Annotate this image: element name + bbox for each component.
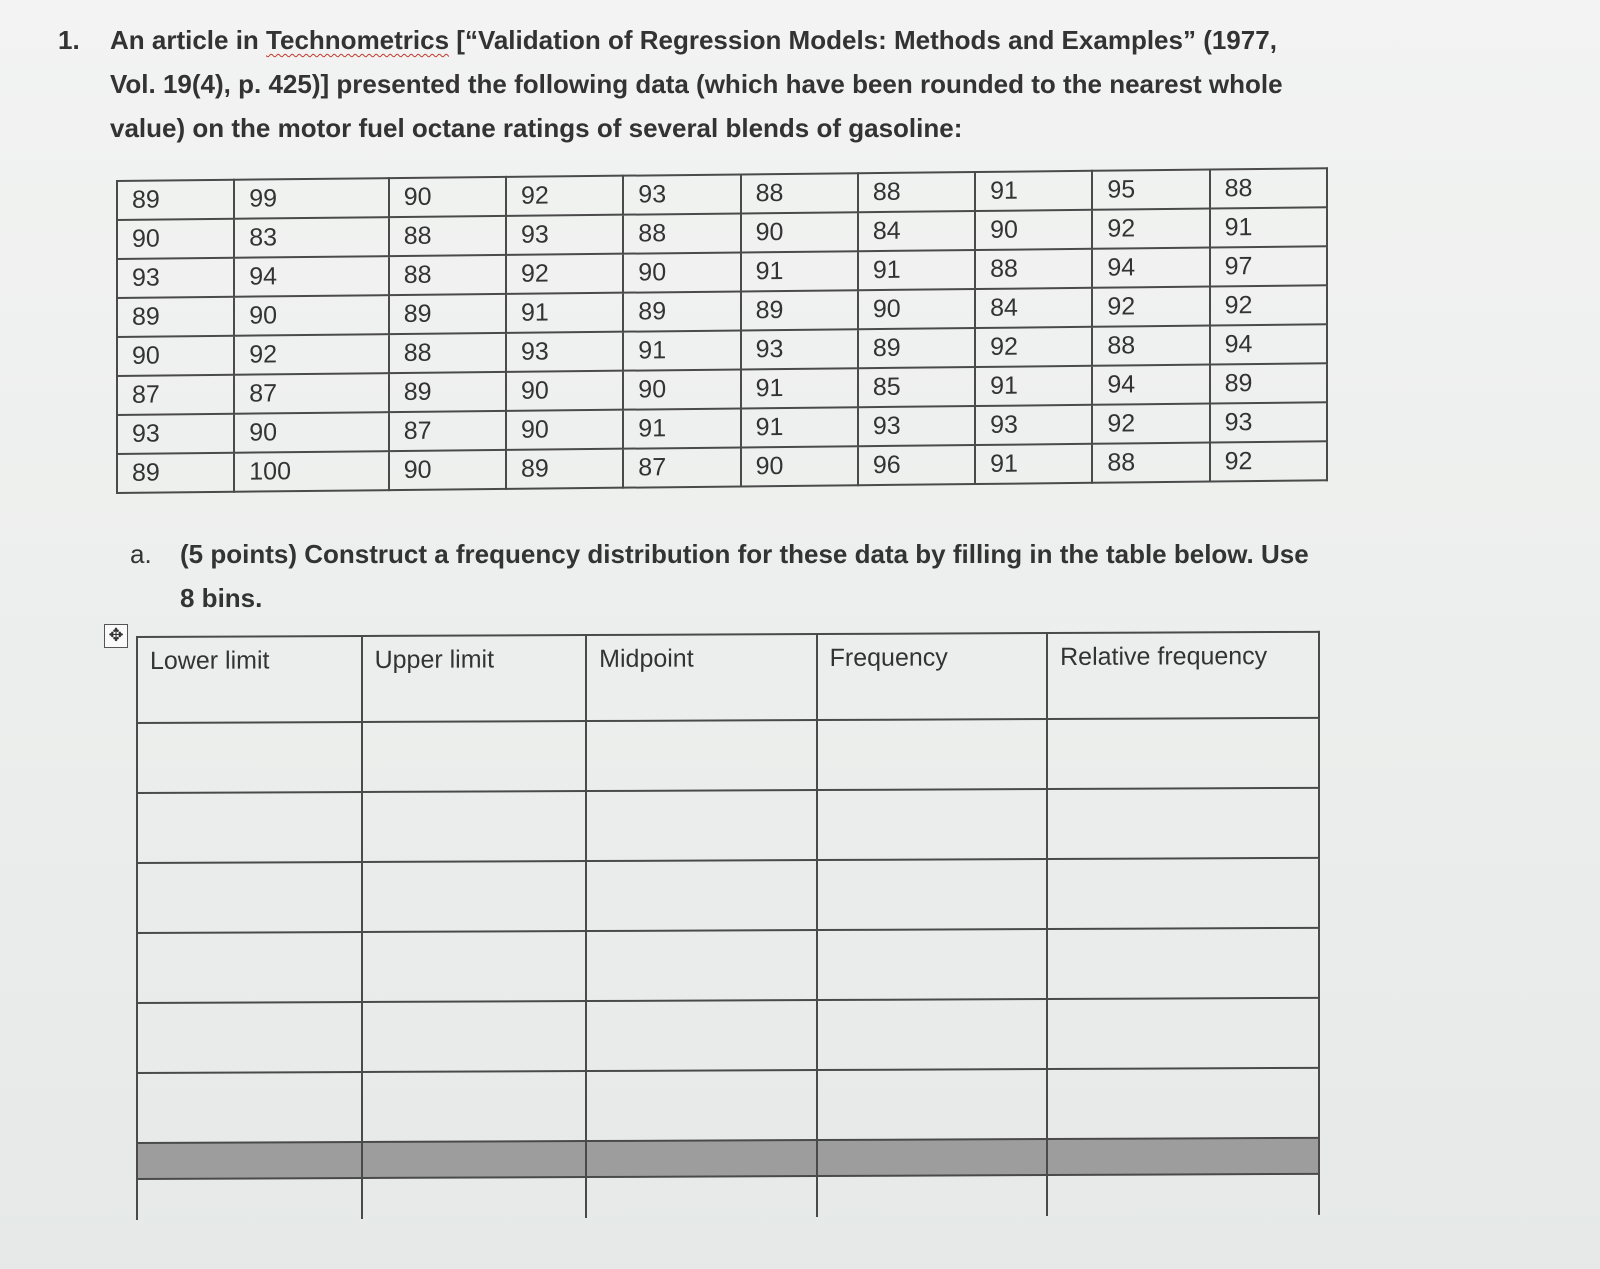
data-cell: 92	[1092, 287, 1209, 327]
data-cell: 84	[975, 288, 1092, 328]
frequency-shaded-cell[interactable]	[137, 1142, 362, 1179]
frequency-input-cell[interactable]	[1047, 998, 1319, 1069]
frequency-table	[136, 631, 1320, 1220]
header-upper-limit: Upper limit	[362, 635, 587, 722]
frequency-shaded-cell[interactable]	[362, 1141, 587, 1178]
frequency-table-header-row	[137, 632, 1319, 723]
header-frequency: Frequency	[817, 633, 1047, 720]
move-icon[interactable]: ✥	[104, 624, 128, 648]
frequency-bin-row	[137, 998, 1319, 1073]
data-cell: 90	[389, 177, 506, 217]
data-cell: 93	[623, 174, 740, 214]
data-cell: 89	[623, 291, 740, 331]
data-cell: 88	[858, 172, 975, 212]
data-cell: 89	[741, 290, 858, 330]
data-cell: 88	[389, 333, 506, 373]
frequency-input-cell[interactable]	[362, 1177, 587, 1219]
data-cell: 91	[975, 366, 1092, 406]
frequency-input-cell[interactable]	[362, 721, 587, 792]
data-cell: 90	[506, 371, 623, 411]
frequency-bin-row	[137, 1068, 1319, 1143]
data-cell: 93	[858, 406, 975, 446]
data-cell: 93	[506, 215, 623, 255]
data-cell: 91	[506, 293, 623, 333]
data-cell: 94	[1092, 248, 1209, 288]
frequency-shaded-cell[interactable]	[586, 1140, 816, 1177]
frequency-input-cell[interactable]	[586, 1070, 816, 1141]
frequency-input-cell[interactable]	[137, 1072, 362, 1143]
frequency-shaded-row	[137, 1138, 1319, 1179]
data-cell: 93	[506, 332, 623, 372]
data-cell: 88	[389, 255, 506, 295]
question-number: 1.	[58, 25, 80, 55]
data-cell: 90	[623, 252, 740, 292]
data-cell: 83	[234, 217, 389, 258]
data-cell: 89	[858, 328, 975, 368]
frequency-input-cell[interactable]	[586, 930, 816, 1001]
question-text	[110, 18, 1318, 150]
frequency-input-cell[interactable]	[1047, 788, 1319, 859]
data-cell: 92	[1210, 441, 1327, 481]
data-cell: 94	[1092, 365, 1209, 405]
data-cell: 90	[117, 336, 234, 376]
data-cell: 92	[1092, 209, 1209, 249]
frequency-input-cell[interactable]	[586, 860, 816, 931]
data-cell: 85	[858, 367, 975, 407]
data-cell: 89	[389, 372, 506, 412]
journal-name: Technometrics	[266, 25, 450, 55]
frequency-input-cell[interactable]	[817, 1175, 1047, 1217]
data-cell: 90	[234, 295, 389, 336]
data-cell: 91	[623, 330, 740, 370]
data-cell: 89	[117, 297, 234, 337]
data-cell: 88	[1092, 326, 1209, 366]
header-relative-frequency: Relative frequency	[1047, 632, 1319, 719]
data-cell: 90	[117, 219, 234, 259]
data-cell: 89	[1210, 363, 1327, 403]
frequency-input-cell[interactable]	[586, 790, 816, 861]
frequency-input-cell[interactable]	[817, 859, 1047, 930]
data-cell: 90	[623, 369, 740, 409]
header-lower-limit: Lower limit	[137, 636, 362, 723]
data-cell: 96	[858, 445, 975, 485]
data-cell: 92	[1210, 285, 1327, 325]
header-midpoint: Midpoint	[586, 634, 816, 721]
frequency-input-cell[interactable]	[1047, 1068, 1319, 1139]
data-cell: 91	[1210, 207, 1327, 247]
data-cell: 91	[858, 250, 975, 290]
data-cell: 90	[389, 450, 506, 490]
frequency-input-cell[interactable]	[362, 1001, 587, 1072]
frequency-input-cell[interactable]	[137, 792, 362, 863]
data-cell: 84	[858, 211, 975, 251]
data-cell: 88	[1092, 443, 1209, 483]
question-text-after: [“Validation of Regression Models: Methods and Examples” (1977, Vol. 19(4), p. 425)] presented the following data (which have been rounded to the nearest whole value) on the motor fuel octane ratings of several blends of gasoline:	[110, 25, 1283, 143]
frequency-shaded-cell[interactable]	[817, 1139, 1047, 1176]
frequency-bin-row	[137, 1174, 1319, 1220]
part-a	[130, 532, 1330, 620]
data-cell: 92	[1092, 404, 1209, 444]
data-cell: 89	[117, 453, 234, 493]
question-text-before: An article in	[110, 25, 267, 55]
data-cell: 90	[858, 289, 975, 329]
question-1	[58, 18, 1318, 150]
part-a-text: (5 points) Construct a frequency distribution for these data by filling in the table below. Use 8 bins.	[180, 539, 1309, 613]
data-cell: 91	[741, 251, 858, 291]
frequency-input-cell[interactable]	[1047, 928, 1319, 999]
frequency-input-cell[interactable]	[362, 931, 587, 1002]
data-cell: 93	[741, 329, 858, 369]
frequency-input-cell[interactable]	[586, 1000, 816, 1071]
frequency-input-cell[interactable]	[817, 1069, 1047, 1140]
frequency-bin-row	[137, 788, 1319, 863]
data-cell: 90	[975, 210, 1092, 250]
frequency-bin-row	[137, 928, 1319, 1003]
data-cell: 88	[623, 213, 740, 253]
frequency-input-cell[interactable]	[137, 932, 362, 1003]
frequency-input-cell[interactable]	[137, 862, 362, 933]
data-cell: 91	[741, 368, 858, 408]
frequency-input-cell[interactable]	[817, 789, 1047, 860]
data-cell: 87	[234, 373, 389, 414]
data-cell: 87	[623, 447, 740, 487]
frequency-input-cell[interactable]	[362, 861, 587, 932]
data-cell: 94	[1210, 324, 1327, 364]
data-cell: 89	[506, 449, 623, 489]
data-cell: 89	[117, 180, 234, 220]
octane-data-table	[116, 167, 1328, 494]
data-cell: 93	[1210, 402, 1327, 442]
frequency-bin-row	[137, 858, 1319, 933]
data-cell: 88	[741, 173, 858, 213]
frequency-bin-row	[137, 718, 1319, 793]
data-cell: 88	[1210, 168, 1327, 208]
data-cell: 91	[975, 171, 1092, 211]
frequency-input-cell[interactable]	[817, 999, 1047, 1070]
frequency-input-cell[interactable]	[586, 720, 816, 791]
frequency-input-cell[interactable]	[817, 929, 1047, 1000]
frequency-input-cell[interactable]	[137, 722, 362, 793]
data-cell: 92	[506, 176, 623, 216]
data-cell: 90	[506, 410, 623, 450]
data-cell: 91	[975, 444, 1092, 484]
data-cell: 87	[117, 375, 234, 415]
frequency-input-cell[interactable]	[1047, 718, 1319, 789]
data-cell: 92	[506, 254, 623, 294]
part-a-letter: a.	[130, 539, 152, 569]
data-cell: 91	[741, 407, 858, 447]
data-cell: 94	[234, 256, 389, 297]
frequency-input-cell[interactable]	[817, 719, 1047, 790]
data-cell: 89	[389, 294, 506, 334]
frequency-input-cell[interactable]	[137, 1002, 362, 1073]
data-cell: 93	[117, 414, 234, 454]
data-cell: 93	[117, 258, 234, 298]
data-cell: 93	[975, 405, 1092, 445]
frequency-shaded-cell[interactable]	[1047, 1138, 1319, 1175]
frequency-input-cell[interactable]	[1047, 1174, 1319, 1216]
data-cell: 95	[1092, 170, 1209, 210]
data-cell: 91	[623, 408, 740, 448]
data-cell: 88	[389, 216, 506, 256]
frequency-input-cell[interactable]	[137, 1178, 362, 1220]
data-cell: 97	[1210, 246, 1327, 286]
data-cell: 92	[234, 334, 389, 375]
frequency-input-cell[interactable]	[362, 791, 587, 862]
data-cell: 90	[234, 412, 389, 453]
data-cell: 90	[741, 212, 858, 252]
data-cell: 92	[975, 327, 1092, 367]
frequency-input-cell[interactable]	[362, 1071, 587, 1142]
data-cell: 100	[234, 451, 389, 492]
data-cell: 99	[234, 178, 389, 219]
data-cell: 90	[741, 446, 858, 486]
frequency-input-cell[interactable]	[586, 1176, 816, 1218]
data-cell: 87	[389, 411, 506, 451]
data-cell: 88	[975, 249, 1092, 289]
frequency-input-cell[interactable]	[1047, 858, 1319, 929]
